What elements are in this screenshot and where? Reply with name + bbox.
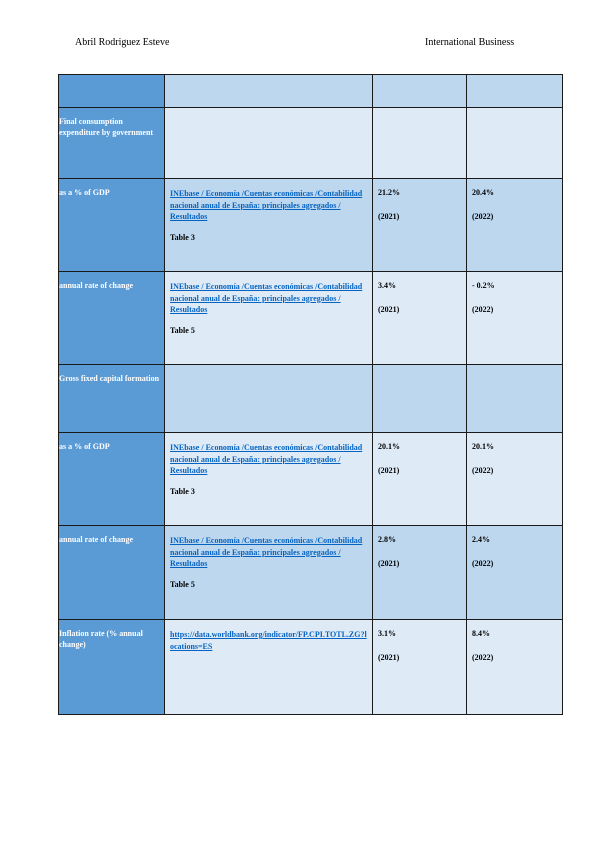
source-link[interactable]: INEbase / Economía /Cuentas económicas /Contabilidad nacional anual de España: principales agregados / Resultados bbox=[170, 282, 363, 314]
row-label: Final consumption expenditure by government bbox=[59, 108, 165, 179]
row-label: as a % of GDP bbox=[59, 433, 165, 526]
value-2022-cell bbox=[467, 620, 563, 715]
value-2021: 20.1% bbox=[378, 442, 400, 451]
value-2021-cell bbox=[373, 526, 467, 620]
economic-indicators-table bbox=[58, 74, 563, 715]
value-2021-cell bbox=[373, 108, 467, 179]
source-cell bbox=[165, 179, 373, 272]
source-cell bbox=[165, 75, 373, 108]
year-2022: (2022) bbox=[472, 466, 494, 475]
source-cell bbox=[165, 108, 373, 179]
source-cell bbox=[165, 620, 373, 715]
value-2022-cell bbox=[467, 75, 563, 108]
table-row-consumption-gdp bbox=[59, 179, 563, 272]
value-2021: 21.2% bbox=[378, 188, 400, 197]
row-label: annual rate of change bbox=[59, 272, 165, 365]
year-2021: (2021) bbox=[378, 466, 400, 475]
year-2022: (2022) bbox=[472, 305, 494, 314]
value-2022-cell bbox=[467, 272, 563, 365]
row-label: as a % of GDP bbox=[59, 179, 165, 272]
source-cell bbox=[165, 526, 373, 620]
year-2022: (2022) bbox=[472, 559, 494, 568]
source-cell bbox=[165, 365, 373, 433]
value-2021: 3.4% bbox=[378, 281, 396, 290]
value-2021-cell bbox=[373, 75, 467, 108]
year-2021: (2021) bbox=[378, 559, 400, 568]
table-row-header bbox=[59, 75, 563, 108]
table-reference: Table 3 bbox=[170, 232, 195, 242]
value-2021-cell bbox=[373, 620, 467, 715]
value-2022-cell bbox=[467, 108, 563, 179]
value-2022: 20.4% bbox=[472, 188, 494, 197]
table-reference: Table 5 bbox=[170, 579, 195, 589]
value-2021: 2.8% bbox=[378, 535, 396, 544]
table-row-capital-rate bbox=[59, 526, 563, 620]
value-2022: - 0.2% bbox=[472, 281, 495, 290]
source-cell bbox=[165, 433, 373, 526]
table-row-inflation bbox=[59, 620, 563, 715]
value-2022-cell bbox=[467, 526, 563, 620]
course-name: International Business bbox=[425, 37, 515, 48]
source-link[interactable]: INEbase / Economía /Cuentas económicas /Contabilidad nacional anual de España: principales agregados / Resultados bbox=[170, 443, 363, 475]
source-link[interactable]: INEbase / Economía /Cuentas económicas /Contabilidad nacional anual de España: principales agregados / Resultados bbox=[170, 189, 363, 221]
table-row-consumption-rate bbox=[59, 272, 563, 365]
value-2022-cell bbox=[467, 433, 563, 526]
table-reference: Table 5 bbox=[170, 325, 195, 335]
value-2022: 20.1% bbox=[472, 442, 494, 451]
value-2022: 8.4% bbox=[472, 629, 490, 638]
value-2021-cell bbox=[373, 365, 467, 433]
value-2022-cell bbox=[467, 365, 563, 433]
year-2021: (2021) bbox=[378, 653, 400, 662]
author-name: Abril Rodriguez Esteve bbox=[75, 37, 170, 48]
value-2021: 3.1% bbox=[378, 629, 396, 638]
year-2021: (2021) bbox=[378, 212, 400, 221]
source-link[interactable]: INEbase / Economía /Cuentas económicas /Contabilidad nacional anual de España: principales agregados / Resultados bbox=[170, 536, 363, 568]
year-2021: (2021) bbox=[378, 305, 400, 314]
table-reference: Table 3 bbox=[170, 486, 195, 496]
value-2021-cell bbox=[373, 433, 467, 526]
year-2022: (2022) bbox=[472, 212, 494, 221]
value-2022-cell bbox=[467, 179, 563, 272]
row-label bbox=[59, 75, 165, 108]
value-2022: 2.4% bbox=[472, 535, 490, 544]
source-link[interactable]: https://data.worldbank.org/indicator/FP.CPI.TOTL.ZG?locations=ES bbox=[170, 630, 367, 651]
table-row-final-consumption bbox=[59, 108, 563, 179]
row-label: Gross fixed capital formation bbox=[59, 365, 165, 433]
table-row-capital-gdp bbox=[59, 433, 563, 526]
value-2021-cell bbox=[373, 272, 467, 365]
row-label: Inflation rate (% annual change) bbox=[59, 620, 165, 715]
value-2021-cell bbox=[373, 179, 467, 272]
row-label: annual rate of change bbox=[59, 526, 165, 620]
table-row-gross-capital bbox=[59, 365, 563, 433]
source-cell bbox=[165, 272, 373, 365]
year-2022: (2022) bbox=[472, 653, 494, 662]
